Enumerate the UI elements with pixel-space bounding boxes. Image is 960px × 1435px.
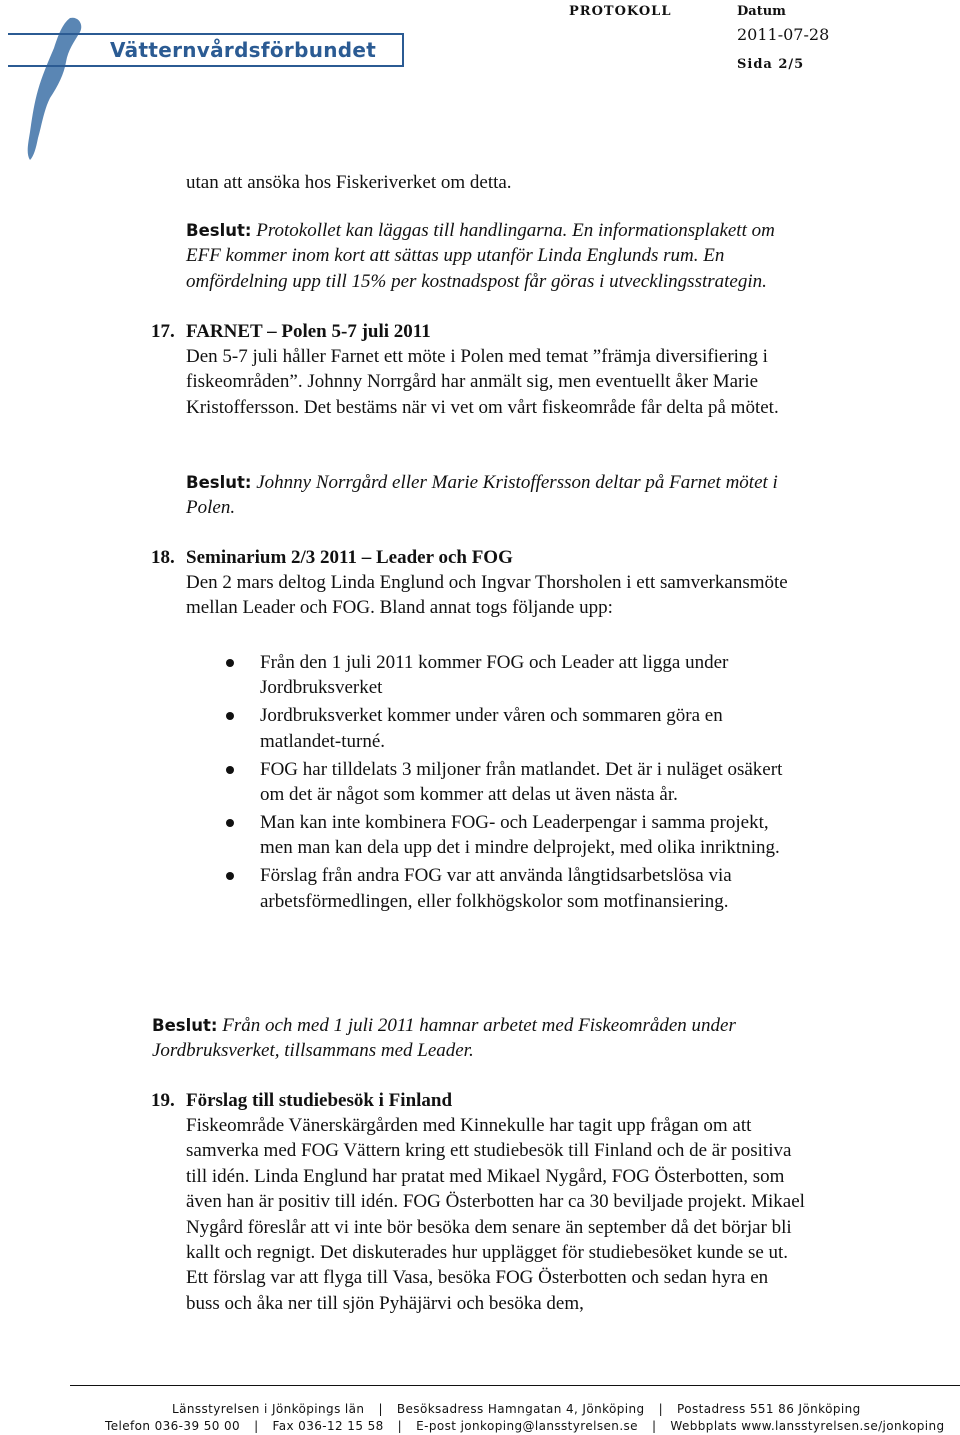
- document-type: PROTOKOLL: [569, 4, 672, 19]
- bullet-list: [186, 650, 806, 917]
- list-item: Från den 1 juli 2011 kommer FOG och Leader att ligga under Jordbruksverket: [186, 650, 806, 701]
- footer-line-2: Telefon 036-39 50 00 | Fax 036-12 15 58 | E-post jonkoping@lansstyrelsen.se | Webbplats www.lansstyrelsen.se/jonkoping: [105, 1419, 945, 1433]
- item-heading: Seminarium 2/3 2011 – Leader och FOG: [186, 547, 513, 568]
- bullet-icon: [226, 872, 234, 880]
- footer-divider: [70, 1385, 960, 1386]
- item-number: 19.: [151, 1090, 175, 1111]
- bullet-icon: [226, 712, 234, 720]
- item-text: Den 5-7 juli håller Farnet ett möte i Polen med temat ”främja diversifiering i fiskeområden”. Johnny Norrgård har anmält sig, men eventuellt åker Marie Kristoffersson. Det bestäms när vi vet om vårt fiskeområde får delta på mötet.: [186, 346, 779, 418]
- item-text: Den 2 mars deltog Linda Englund och Ingvar Thorsholen i ett samverkansmöte mellan Leader och FOG. Bland annat togs följande upp:: [186, 572, 788, 619]
- separator: |: [254, 1419, 259, 1433]
- separator: |: [651, 1419, 657, 1433]
- item-number: 17.: [151, 321, 175, 342]
- list-item: Förslag från andra FOG var att använda långtidsarbetslösa via arbetsförmedlingen, eller folkhögskolor som motfinansiering.: [186, 863, 806, 914]
- separator: |: [378, 1402, 383, 1416]
- decision-label: Beslut:: [186, 221, 252, 240]
- bullet-icon: [226, 819, 234, 827]
- decision-text: Protokollet kan läggas till handlingarna. En informationsplakett om EFF kommer inom kort att sättas upp utanför Linda Englunds rum. En omfördelning upp till 15% per kostnadspost får göras i utvecklingsstrategin.: [186, 220, 775, 292]
- footer-line-1: Länsstyrelsen i Jönköpings län | Besöksadress Hamngatan 4, Jönköping | Postadress 551 86 Jönköping: [172, 1402, 861, 1416]
- separator: |: [397, 1419, 403, 1433]
- decision-label: Beslut:: [152, 1016, 218, 1035]
- lake-vattern-icon: [8, 14, 408, 164]
- bullet-icon: [226, 766, 234, 774]
- page-number: Sida 2/5: [737, 57, 805, 72]
- organization-logo: [8, 14, 408, 164]
- list-item: Man kan inte kombinera FOG- och Leaderpengar i samma projekt, men man kan dela upp det i mindre delprojekt, med olika inriktning.: [186, 810, 806, 861]
- item-heading: Förslag till studiebesök i Finland: [186, 1090, 453, 1111]
- list-item: FOG har tilldelats 3 miljoner från matlandet. Det är i nuläget osäkert om det är något som kommer att delas ut även nästa år.: [186, 757, 806, 808]
- item-text: Fiskeområde Vänerskärgården med Kinnekulle har tagit upp frågan om att samverka med FOG Vättern kring ett studiebesök till Finland och de är positiva till idén. Linda Englund har pratat med Mikael Nygård, FOG Österbotten, som även han är positiv till idén. FOG Österbotten har ca 30 beviljade projekt. Mikael Nygård föreslår att vi inte bör besöka dem senare än september då det börjar bli kallt och regnigt. Det diskuterades hur upplägget för studiebesöket kunde se ut. Ett förslag var att flyga till Vasa, besöka FOG Österbotten och sedan hyra en buss och åka ner till sjön Pyhäjärvi och besöka dem,: [186, 1115, 805, 1314]
- item-number: 18.: [151, 547, 175, 568]
- decision-text: Från och med 1 juli 2011 hamnar arbetet med Fiskeområden under Jordbruksverket, tillsammans med Leader.: [152, 1015, 736, 1062]
- item-heading: FARNET – Polen 5-7 juli 2011: [186, 321, 431, 342]
- intro-paragraph: utan att ansöka hos Fiskeriverket om detta.: [186, 172, 512, 193]
- bullet-icon: [226, 659, 234, 667]
- decision-paragraph-18: [152, 1013, 792, 1064]
- list-item: Jordbruksverket kommer under våren och sommaren göra en matlandet-turné.: [186, 703, 806, 754]
- decision-label: Beslut:: [186, 473, 252, 492]
- document-date: 2011-07-28: [737, 25, 830, 44]
- organization-name: Vätternvårdsförbundet: [110, 38, 377, 62]
- date-label: Datum: [737, 4, 786, 19]
- decision-paragraph-17: [186, 470, 806, 521]
- decision-paragraph-16: [186, 218, 806, 294]
- decision-text: Johnny Norrgård eller Marie Kristoffersson deltar på Farnet mötet i Polen.: [186, 472, 778, 519]
- separator: |: [658, 1402, 664, 1416]
